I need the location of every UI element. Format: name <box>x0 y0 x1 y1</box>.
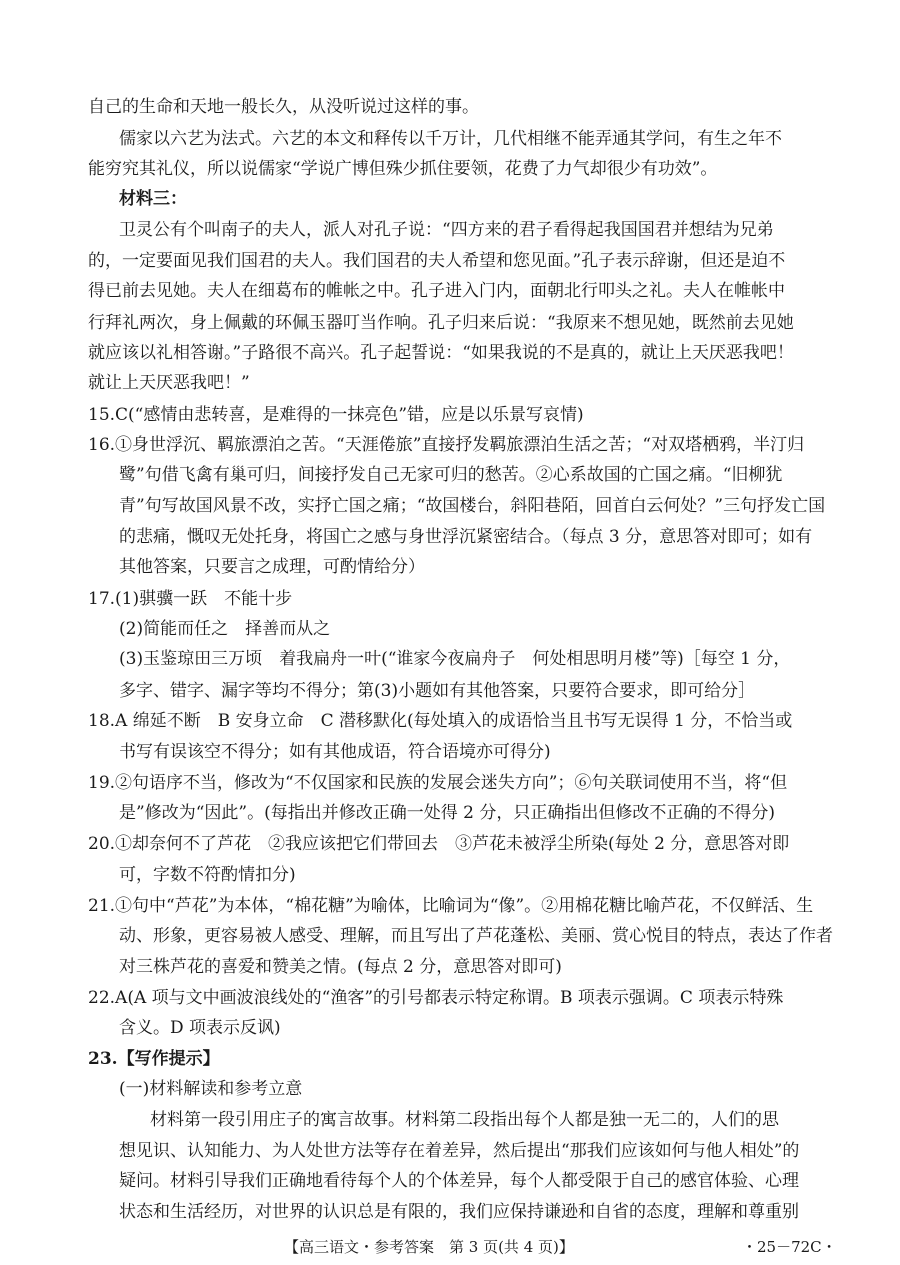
text-line: 是”修改为“因此”。(每指出并修改正确一处得 2 分，只正确指出但修改不正确的不得分) <box>119 803 775 823</box>
text-line: 可，字数不符酌情扣分) <box>119 865 296 885</box>
page-footer: 【高三语文・参考答案 第 3 页(共 4 页)】 <box>284 1238 574 1256</box>
text-line: (2)简能而任之 择善而从之 <box>119 619 331 639</box>
answer-18: 18.A 绵延不断 B 安身立命 C 潜移默化(每处填入的成语恰当且书写无误得 1 分，不恰当或 <box>88 711 793 731</box>
text-line: 卫灵公有个叫南子的夫人，派人对孔子说：“四方来的君子看得起我国国君并想结为兄弟 <box>119 220 774 240</box>
text-line: 动、形象，更容易被人感受、理解，而且写出了芦花蓬松、美丽、赏心悦目的特点，表达了作者 <box>119 926 833 946</box>
text-line: 能穷究其礼仪，所以说儒家“学说广博但殊少抓住要领，花费了力气却很少有功效”。 <box>88 159 718 179</box>
answer-22: 22.A(A 项与文中画波浪线处的“渔客”的引号都表示特定称谓。B 项表示强调。C 项表示特殊 <box>88 988 784 1008</box>
page-code: ・25－72C・ <box>742 1238 837 1256</box>
text-line: 的，一定要面见我们国君的夫人。我们国君的夫人希望和您见面。”孔子表示辞谢，但还是迫不 <box>88 251 786 271</box>
answer-23-heading: 23.【写作提示】 <box>88 1049 220 1069</box>
text-line: (3)玉鉴琼田三万顷 着我扁舟一叶(“谁家今夜扁舟子 何处相思明月楼”等)［每空 1 分， <box>119 649 791 669</box>
text-line: 鹭”句借飞禽有巢可归，间接抒发自己无家可归的愁苦。②心系故国的亡国之痛。“旧柳犹 <box>119 465 783 485</box>
text-line: 多字、错字、漏字等均不得分；第(3)小题如有其他答案，只要符合要求，即可给分］ <box>119 681 756 701</box>
section-heading: 材料三： <box>119 189 187 209</box>
text-line: 想见识、认知能力、为人处世方法等存在着差异，然后提出“那我们应该如何与他人相处”的 <box>119 1141 800 1161</box>
text-line: 就让上天厌恶我吧！” <box>88 373 250 393</box>
text-line: 就应该以礼相答谢。”子路很不高兴。孔子起誓说：“如果我说的不是真的，就让上天厌恶我吧！ <box>88 343 794 363</box>
text-line: 自己的生命和天地一般长久，从没听说过这样的事。 <box>88 97 479 117</box>
answer-17: 17.(1)骐骥一跃 不能十步 <box>88 589 293 609</box>
text-line: 行拜礼两次，身上佩戴的环佩玉器叮当作响。孔子归来后说：“我原来不想见她，既然前去见她 <box>88 313 794 333</box>
text-line: 对三株芦花的喜爱和赞美之情。(每点 2 分，意思答对即可) <box>119 957 562 977</box>
text-line: 得已前去见她。夫人在细葛布的帷帐之中。孔子进入门内，面朝北行叩头之礼。夫人在帷帐中 <box>88 281 785 301</box>
subsection-heading: (一)材料解读和参考立意 <box>119 1079 303 1099</box>
answer-20: 20.①却奈何不了芦花 ②我应该把它们带回去 ③芦花未被浮尘所染(每处 2 分，意思答对即 <box>88 834 790 854</box>
answer-15: 15.C(“感情由悲转喜，是难得的一抹亮色”错，应是以乐景写哀情) <box>88 405 584 425</box>
text-line: 含义。D 项表示反讽) <box>119 1018 281 1038</box>
text-line: 其他答案，只要言之成理，可酌情给分） <box>119 557 425 577</box>
text-line: 书写有误该空不得分；如有其他成语，符合语境亦可得分) <box>119 742 551 762</box>
answer-21: 21.①句中“芦花”为本体，“棉花糖”为喻体，比喻词为“像”。②用棉花糖比喻芦花，不仅鲜活、生 <box>88 896 814 916</box>
answer-19: 19.②句语序不当，修改为“不仅国家和民族的发展会迷失方向”；⑥句关联词使用不当，将“但 <box>88 773 788 793</box>
text-line: 疑问。材料引导我们正确地看待每个人的个体差异，每个人都受限于自己的感官体验、心理 <box>119 1171 799 1191</box>
text-line: 的悲痛，慨叹无处托身，将国亡之感与身世浮沉紧密结合。（每点 3 分，意思答对即可；如有 <box>119 527 813 547</box>
answer-16: 16.①身世浮沉、羁旅漂泊之苦。“天涯倦旅”直接抒发羁旅漂泊生活之苦；“对双塔栖鸦，半汀归 <box>88 435 805 455</box>
text-line: 青”句写故国风景不改，实抒亡国之痛；“故国楼台，斜阳巷陌，回首白云何处？”三句抒发亡国 <box>119 496 826 516</box>
text-line: 材料第一段引用庄子的寓言故事。材料第二段指出每个人都是独一无二的，人们的思 <box>150 1110 779 1130</box>
text-line: 儒家以六艺为法式。六艺的本文和释传以千万计，几代相继不能弄通其学问，有生之年不 <box>119 129 782 149</box>
text-line: 状态和生活经历，对世界的认识总是有限的，我们应保持谦逊和自省的态度，理解和尊重别 <box>119 1202 799 1222</box>
